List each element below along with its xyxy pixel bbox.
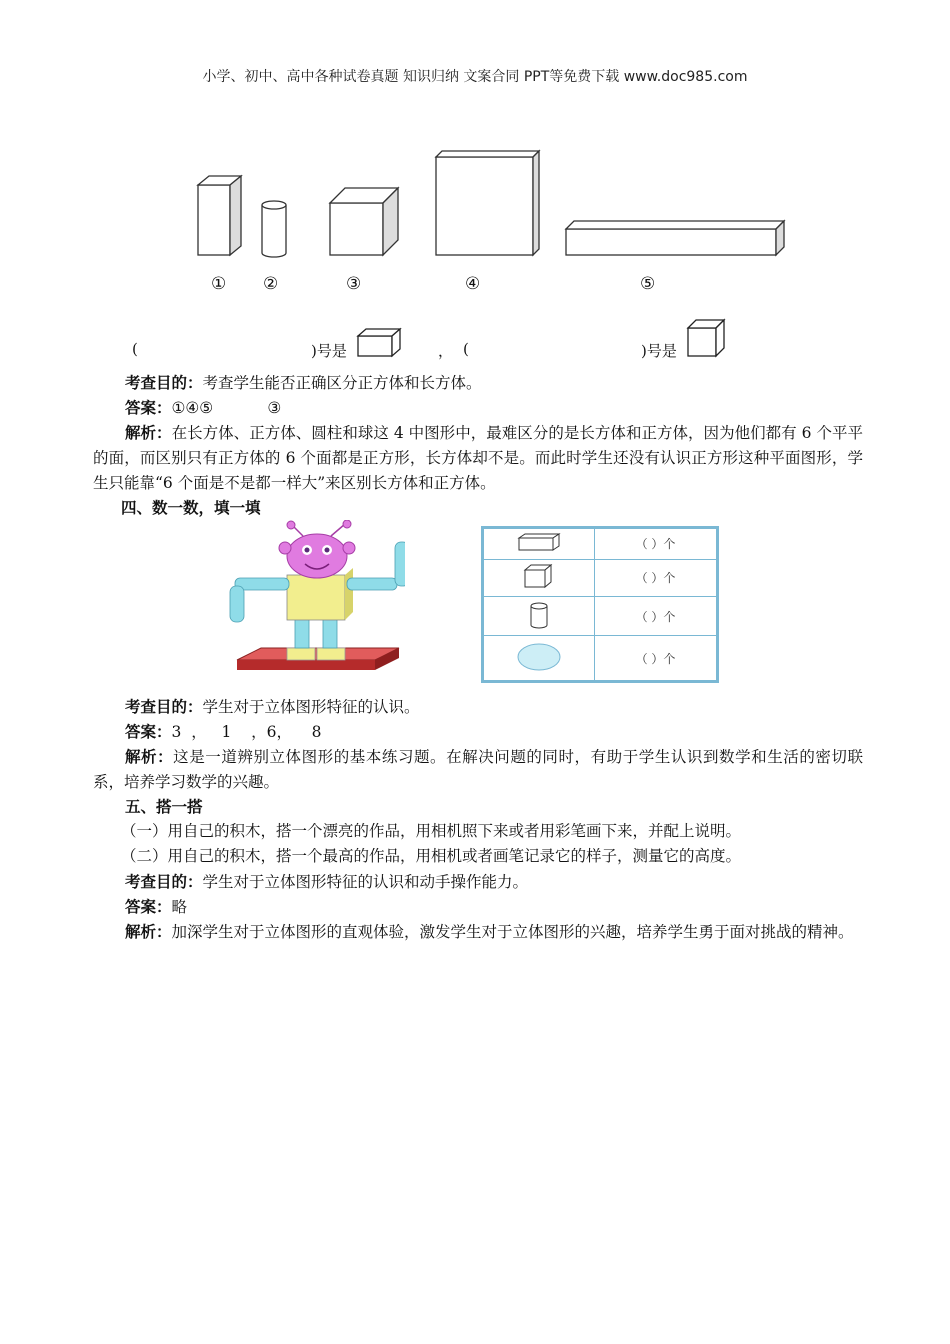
s5-answer: 答案：略 (125, 897, 188, 916)
s5-analysis: 解析：加深学生对于立体图形的直观体验，激发学生对于立体图形的兴趣，培养学生勇于面对挑战的精神。 (125, 922, 854, 941)
table-row (483, 636, 718, 682)
count-blank[interactable]: （ ）个 (595, 528, 718, 560)
s3-purpose: 考查目的：考查学生能否正确区分正方体和长方体。 (125, 373, 482, 392)
robot-illustration (225, 520, 405, 688)
table-row (483, 596, 718, 636)
sphere-icon (483, 636, 595, 682)
s3-analysis: 解析：在长方体、正方体、圆柱和球这 4 中图形中，最难区分的是长方体和正方体，因为他们都有 6 个平平的面，而区别只有正方体的 6 个面都是正方形，长方体却不是。而此时学生还没有认识正方形这种平面图形，学生只能靠“6 个面是不是都一样大”来区别长方体和正方体。 (93, 423, 863, 492)
cube-hint-icon (686, 318, 728, 360)
label-5: ⑤ (640, 274, 656, 294)
s4-purpose: 考查目的：学生对于立体图形特征的认识。 (125, 697, 420, 716)
cuboid-hint-icon (356, 326, 402, 360)
comma: ， (438, 342, 454, 360)
cylinder-icon (483, 596, 595, 636)
page-header: 小学、初中、高中各种试卷真题 知识归纳 文案合同 PPT等免费下载 www.doc985.com (202, 69, 748, 85)
s4-analysis: 解析：这是一道辨别立体图形的基本练习题。在解决问题的同时，有助于学生认识到数学和生活的密切联系，培养学习数学的兴趣。 (93, 747, 863, 791)
blank2-answer-field[interactable] (473, 340, 638, 360)
count-table (481, 526, 719, 683)
s3-answer: 答案：①④⑤ ③ (125, 398, 282, 417)
blank2-close: )号是 (641, 342, 677, 360)
shape-5-long-cuboid (566, 221, 784, 255)
blank1-answer-field[interactable] (142, 340, 307, 360)
label-3: ③ (346, 274, 362, 294)
section5-title: 五、搭一搭 (125, 797, 203, 816)
blank1-open: ( (132, 340, 138, 358)
shape-2-cylinder (262, 201, 286, 257)
s5-item1: （一）用自己的积木，搭一个漂亮的作品，用相机照下来或者用彩笔画下来，并配上说明。 (121, 822, 742, 840)
table-row (483, 559, 718, 596)
shape-1-tall-cuboid (198, 176, 241, 255)
count-blank[interactable]: （ ）个 (595, 596, 718, 636)
label-1: ① (211, 274, 227, 294)
cuboid-icon (483, 528, 595, 560)
shape-4-big-cube (436, 151, 539, 255)
count-blank[interactable]: （ ）个 (595, 559, 718, 596)
table-row (483, 528, 718, 560)
count-blank[interactable]: （ ）个 (595, 636, 718, 682)
label-4: ④ (465, 274, 481, 294)
section4-title: 四、数一数，填一填 (121, 498, 261, 517)
shape-3-cube (330, 188, 398, 255)
blank1-close: )号是 (311, 342, 347, 360)
solids-figure (190, 145, 800, 265)
s5-item2: （二）用自己的积木，搭一个最高的作品，用相机或者画笔记录它的样子，测量它的高度。 (121, 847, 742, 865)
s5-purpose: 考查目的：学生对于立体图形特征的认识和动手操作能力。 (125, 872, 529, 891)
label-2: ② (263, 274, 279, 294)
blank2-open: ( (463, 340, 469, 358)
s4-answer: 答案：3 ， 1 ，6， 8 (125, 722, 322, 741)
cube-icon (483, 559, 595, 596)
